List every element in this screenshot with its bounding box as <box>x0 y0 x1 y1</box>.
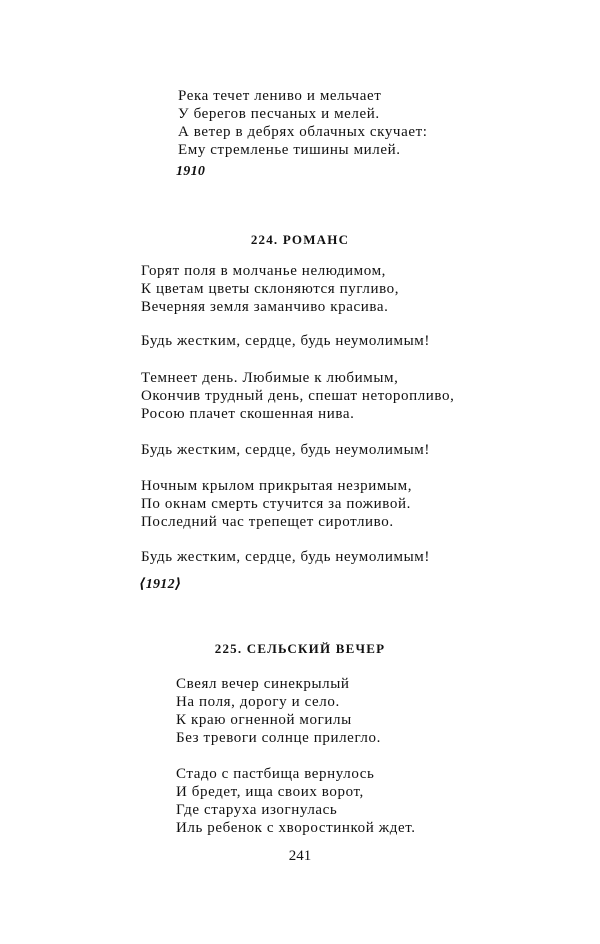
poem-line: К краю огненной могилы <box>176 712 352 728</box>
poem-225-title: 225. СЕЛЬСКИЙ ВЕЧЕР <box>214 641 386 656</box>
poem-line: Темнеет день. Любимые к любимым, <box>141 370 399 386</box>
poem-225-stanza-1 <box>176 675 381 747</box>
poem-224-refrain-1 <box>141 332 430 350</box>
poem-line: По окнам смерть стучится за поживой. <box>141 496 411 512</box>
poem-224-refrain-2 <box>141 441 430 459</box>
poem-line: Река течет лениво и мельчает <box>178 88 382 104</box>
poem-line: Где старуха изогнулась <box>176 802 338 818</box>
poem-line: А ветер в дебрях облачных скучает: <box>178 124 428 140</box>
prev-poem-stanza <box>178 87 428 159</box>
poem-line: Будь жестким, сердце, будь неумолимым! <box>141 442 430 458</box>
poem-line: Будь жестким, сердце, будь неумолимым! <box>141 333 430 349</box>
poem-line: Свеял вечер синекрылый <box>176 676 350 692</box>
poem-line: Окончив трудный день, спешат неторопливо, <box>141 388 455 404</box>
poem-line: Последний час трепещет сиротливо. <box>141 514 394 530</box>
poem-224-stanza-1 <box>141 262 399 316</box>
poem-225-stanza-2 <box>176 765 416 837</box>
poem-line: И бредет, ища своих ворот, <box>176 784 364 800</box>
page-number: 241 <box>288 848 312 864</box>
poem-line: Без тревоги солнце прилегло. <box>176 730 381 746</box>
prev-poem-date: 1910 <box>176 164 206 179</box>
poem-line: Стадо с пастбища вернулось <box>176 766 375 782</box>
poem-line: Ему стремленье тишины милей. <box>178 142 401 158</box>
poem-224-stanza-2 <box>141 369 454 423</box>
poem-line: Росою плачет скошенная нива. <box>141 406 355 422</box>
poem-line: Ночным крылом прикрытая незримым, <box>141 478 413 494</box>
poem-line: Вечерняя земля заманчиво красива. <box>141 299 389 315</box>
poem-224-refrain-3 <box>141 548 430 566</box>
poem-line: Иль ребенок с хворостинкой ждет. <box>176 820 416 836</box>
poem-line: У берегов песчаных и мелей. <box>178 106 380 122</box>
poem-line: Будь жестким, сердце, будь неумолимым! <box>141 549 430 565</box>
poem-line: Горят поля в молчанье нелюдимом, <box>141 263 387 279</box>
poem-line: На поля, дорогу и село. <box>176 694 340 710</box>
poem-224-date: ⟨1912⟩ <box>139 577 182 592</box>
poem-line: К цветам цветы склоняются пугливо, <box>141 281 400 297</box>
poem-224-stanza-3 <box>141 477 412 531</box>
poem-224-title: 224. РОМАНС <box>250 232 350 247</box>
